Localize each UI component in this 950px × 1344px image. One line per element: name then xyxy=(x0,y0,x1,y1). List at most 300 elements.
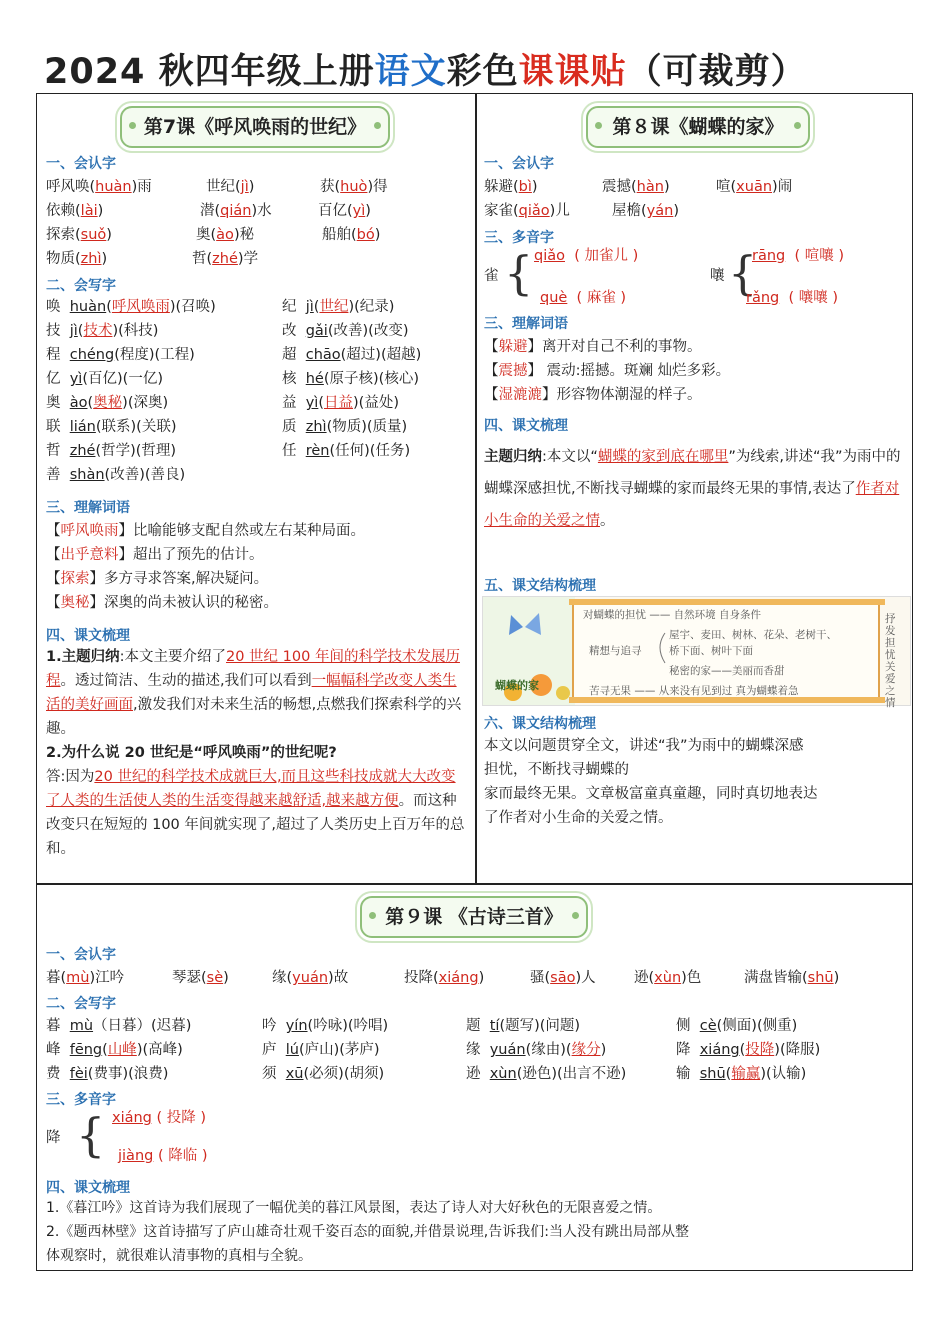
word-text: (认输) xyxy=(766,1066,807,1082)
read-char: )故 xyxy=(328,970,349,986)
word-text: ( xyxy=(102,1042,108,1058)
word-text: (费事)(浪费) xyxy=(87,1066,169,1082)
write-char: 唤 xyxy=(46,299,70,315)
pinyin: fèi xyxy=(69,1066,88,1082)
word-term: 奥秘 xyxy=(60,595,90,611)
write-item xyxy=(282,417,407,437)
summary-line: 家而最终无果。文章极富童真童趣，同时真切地表达 xyxy=(484,786,818,802)
pinyin: huàn xyxy=(69,299,107,315)
word-text: （日暮）(迟暮) xyxy=(93,1018,192,1034)
write-char: 善 xyxy=(46,467,70,483)
word-text: (降服) xyxy=(779,1042,821,1058)
theme-text: ,激发我们对未来生活的畅想,点燃我们探索科学的兴趣。 xyxy=(46,697,462,737)
read-char: 琴瑟( xyxy=(172,970,207,986)
write-item xyxy=(46,321,158,341)
figure-row: 桥下面、树叶下面 xyxy=(669,645,753,657)
word-meaning xyxy=(46,521,365,541)
pinyin: rèn xyxy=(305,443,330,459)
read-char: )水 xyxy=(251,203,272,219)
word-text: ) xyxy=(136,1042,143,1058)
pinyin: tí xyxy=(489,1018,500,1034)
read-item xyxy=(744,968,839,988)
write-item xyxy=(46,1040,183,1060)
word-meaning xyxy=(484,361,730,381)
poly-word: ( 喧嚷 ) xyxy=(794,248,845,264)
scroll-top xyxy=(569,599,885,605)
theme-highlight: 20 世纪 100 年间的科学技术发展历程 xyxy=(46,649,460,689)
note-line: 体观察时，就很难认清事物的真相与全貌。 xyxy=(46,1248,312,1264)
write-char: 题 xyxy=(466,1018,490,1034)
brace-icon: { xyxy=(728,246,758,300)
section-heading: 三、理解词语 xyxy=(484,316,568,332)
theme-text: ”为线索,讲述“我”为雨中的蝴蝶深感担忧,不断找寻蝴蝶的家而最终无果的事情,表达了 xyxy=(484,449,901,497)
write-item xyxy=(282,441,410,461)
pinyin: qián xyxy=(220,203,252,219)
word-text: ) xyxy=(774,1042,780,1058)
write-char: 改 xyxy=(282,323,306,339)
poly-word: ( 麻雀 ) xyxy=(576,290,627,306)
read-char: 缘( xyxy=(272,970,293,986)
pinyin: bì xyxy=(518,179,532,195)
lesson9-banner: 第９课 《古诗三首》 xyxy=(360,896,588,938)
write-char: 技 xyxy=(46,323,70,339)
write-item xyxy=(46,393,168,413)
word-meaning xyxy=(484,337,702,357)
lesson7-question xyxy=(46,741,468,861)
answer-text: 。而这种改变只在短短的 100 年间就实现了,超过了人类历史上百万年的总和。 xyxy=(46,793,465,857)
read-item xyxy=(322,225,380,245)
read-item xyxy=(172,968,229,988)
write-item xyxy=(282,297,394,317)
row-divider xyxy=(36,883,913,885)
word-text: )(益处) xyxy=(353,395,399,411)
write-item xyxy=(262,1064,384,1084)
word-text: (题写)(问题) xyxy=(499,1018,581,1034)
pinyin: bó xyxy=(356,227,375,243)
read-char: 船舶( xyxy=(322,227,357,243)
word-text: (庐山)(茅庐) xyxy=(298,1042,380,1058)
read-char: 潜( xyxy=(200,203,221,219)
title-part: 2024 秋四年级上册 xyxy=(44,52,375,92)
word-text: ( xyxy=(739,1042,746,1058)
pinyin: qiǎo xyxy=(534,248,565,264)
read-char: 呼风唤( xyxy=(46,179,96,195)
title-part: 课课贴 xyxy=(518,52,627,92)
write-item xyxy=(46,417,177,437)
read-char: )学 xyxy=(237,251,259,267)
read-char: )儿 xyxy=(549,203,570,219)
write-char: 哲 xyxy=(46,443,70,459)
pinyin: qiǎo xyxy=(518,203,550,219)
word-text: ( xyxy=(106,299,112,315)
page-title xyxy=(44,44,807,94)
section-heading: 四、课文梳理 xyxy=(484,418,568,434)
read-char: 世纪( xyxy=(206,179,241,195)
read-char: 满盘皆输( xyxy=(744,970,808,986)
pinyin: jì xyxy=(305,299,314,315)
read-char: ) xyxy=(106,227,112,243)
word-highlight: 日益 xyxy=(324,395,354,411)
write-char: 须 xyxy=(262,1066,286,1082)
word-meaning xyxy=(46,545,264,565)
word-text: )(科技) xyxy=(112,323,159,339)
word-text: (物质)(质量) xyxy=(326,419,408,435)
pinyin: zhé xyxy=(212,251,238,267)
pinyin: yuán xyxy=(292,970,329,986)
read-char: ) xyxy=(223,970,229,986)
pinyin: xiáng xyxy=(438,970,479,986)
read-item xyxy=(46,225,112,245)
word-highlight: 呼风唤雨 xyxy=(111,299,170,315)
read-char: )秘 xyxy=(233,227,255,243)
read-item xyxy=(484,201,570,221)
write-char: 任 xyxy=(282,443,306,459)
write-char: 逊 xyxy=(466,1066,490,1082)
word-highlight: 输赢 xyxy=(731,1066,761,1082)
read-item xyxy=(46,968,124,988)
figure-row: 屋宇、麦田、树林、花朵、老树干、 xyxy=(669,629,837,641)
section-heading: 三、多音字 xyxy=(484,230,554,246)
read-char: 家雀( xyxy=(484,203,519,219)
pinyin: yán xyxy=(646,203,674,219)
read-char: 骚( xyxy=(530,970,551,986)
read-item xyxy=(318,201,371,221)
read-char: )色 xyxy=(681,970,702,986)
pinyin: shàn xyxy=(69,467,105,483)
bracket: 【 xyxy=(484,363,499,379)
poly-char: 雀 xyxy=(484,268,499,284)
read-char: 奥( xyxy=(196,227,217,243)
read-item xyxy=(272,968,348,988)
word-term: 震撼 xyxy=(498,363,528,379)
figure-row: 秘密的家——美丽而香甜 xyxy=(669,665,785,677)
read-char: ) xyxy=(673,203,680,219)
pinyin: xū xyxy=(285,1066,304,1082)
pinyin: yín xyxy=(285,1018,308,1034)
pinyin: zhì xyxy=(80,251,102,267)
lesson8-banner: 第８课《蝴蝶的家》 xyxy=(586,106,810,148)
pinyin: xiáng xyxy=(699,1042,740,1058)
word-text: (改善)(改变) xyxy=(327,323,409,339)
read-item xyxy=(192,249,258,269)
word-term: 出乎意料 xyxy=(60,547,119,563)
read-char: 震撼( xyxy=(602,179,637,195)
read-char: 获( xyxy=(320,179,341,195)
read-char: ) xyxy=(248,179,255,195)
word-text: (改善)(善良) xyxy=(104,467,186,483)
write-item xyxy=(282,369,419,389)
word-highlight: 缘分 xyxy=(571,1042,601,1058)
write-item xyxy=(282,393,399,413)
write-item xyxy=(676,1064,806,1084)
write-char: 吟 xyxy=(262,1018,286,1034)
word-text: ( xyxy=(725,1066,732,1082)
brace-icon: { xyxy=(504,246,534,300)
section-heading: 四、课文梳理 xyxy=(46,1180,130,1196)
theme-highlight: 蝴蝶的家到底在哪里 xyxy=(597,449,729,465)
word-text: (百亿)(一亿) xyxy=(82,371,163,387)
word-text: ( xyxy=(318,395,325,411)
read-char: ) xyxy=(365,203,371,219)
word-text: )(纪录) xyxy=(348,299,395,315)
theme-text: 。 xyxy=(600,513,615,529)
bracket: 【 xyxy=(484,339,499,355)
write-char: 奥 xyxy=(46,395,70,411)
word-text: )(深奥) xyxy=(122,395,169,411)
write-item xyxy=(46,465,185,485)
read-item xyxy=(484,177,538,197)
word-definition: 】多方寻求答案,解决疑问。 xyxy=(89,571,269,587)
pinyin: rāng xyxy=(752,248,786,264)
read-item xyxy=(206,177,254,197)
section-heading: 一、会认字 xyxy=(46,947,116,963)
write-item xyxy=(466,1016,580,1036)
write-char: 缘 xyxy=(466,1042,490,1058)
word-highlight: 奥秘 xyxy=(93,395,123,411)
word-term: 呼风唤雨 xyxy=(60,523,119,539)
pinyin: què xyxy=(540,290,568,306)
word-term: 探索 xyxy=(60,571,90,587)
title-part: （可裁剪） xyxy=(626,52,807,92)
pinyin: fēng xyxy=(69,1042,103,1058)
word-text: (侧面)(侧重) xyxy=(716,1018,798,1034)
pinyin: xùn xyxy=(654,970,682,986)
flower-shape xyxy=(556,686,570,700)
write-item xyxy=(466,1040,606,1060)
section-heading: 三、多音字 xyxy=(46,1092,116,1108)
pinyin: ào xyxy=(216,227,234,243)
column-divider xyxy=(475,93,477,884)
read-char: )闹 xyxy=(772,179,793,195)
read-item xyxy=(196,225,254,245)
pinyin: zhì xyxy=(305,419,327,435)
word-text: (任何)(任务) xyxy=(329,443,411,459)
poly-word: ( 嚷嚷 ) xyxy=(788,290,839,306)
word-text: (程度)(工程) xyxy=(114,347,195,363)
read-item xyxy=(320,177,388,197)
lesson7-banner: 第7课《呼风唤雨的世纪》 xyxy=(120,106,390,148)
read-char: 喧( xyxy=(716,179,737,195)
write-item xyxy=(46,1064,168,1084)
read-item xyxy=(530,968,596,988)
pinyin: shū xyxy=(807,970,834,986)
brace-icon: { xyxy=(76,1108,106,1162)
word-definition: 】比喻能够支配自然或左右某种局面。 xyxy=(118,523,365,539)
read-char: ) xyxy=(833,970,840,986)
write-item xyxy=(282,345,421,365)
write-char: 核 xyxy=(282,371,306,387)
figure-caption: 蝴蝶的家 xyxy=(495,679,539,692)
word-text: (缘由) xyxy=(525,1042,566,1058)
word-text: ( xyxy=(77,323,84,339)
word-text: ) xyxy=(600,1042,607,1058)
pinyin: huàn xyxy=(95,179,132,195)
read-char: 投降( xyxy=(404,970,439,986)
section-heading: 三、理解词语 xyxy=(46,500,130,516)
write-item xyxy=(262,1040,380,1060)
theme-text: 。透过简洁、生动的描述,我们可以看到 xyxy=(60,673,312,689)
pinyin: yì xyxy=(305,395,319,411)
read-item xyxy=(46,177,152,197)
pinyin: ào xyxy=(69,395,88,411)
pinyin: shū xyxy=(699,1066,726,1082)
pinyin: hé xyxy=(305,371,324,387)
write-item xyxy=(46,345,195,365)
read-item xyxy=(404,968,484,988)
read-item xyxy=(46,201,103,221)
word-meaning xyxy=(484,385,702,405)
word-term: 躲避 xyxy=(498,339,528,355)
write-char: 庐 xyxy=(262,1042,286,1058)
read-char: )雨 xyxy=(131,179,152,195)
pinyin: xùn xyxy=(489,1066,517,1082)
read-char: 屋檐( xyxy=(612,203,647,219)
word-text: ( xyxy=(87,395,94,411)
bracket: 【 xyxy=(46,547,61,563)
bracket: 【 xyxy=(46,571,61,587)
pinyin: lài xyxy=(80,203,98,219)
pinyin: rǎng xyxy=(746,290,780,306)
read-char: 躲避( xyxy=(484,179,519,195)
lesson8-theme xyxy=(484,441,906,537)
section-heading: 一、会认字 xyxy=(46,156,116,172)
write-item xyxy=(262,1016,388,1036)
word-definition: 】超出了预先的估计。 xyxy=(118,547,264,563)
pinyin: hàn xyxy=(636,179,664,195)
write-char: 费 xyxy=(46,1066,70,1082)
section-heading: 二、会写字 xyxy=(46,278,116,294)
write-item xyxy=(46,297,216,317)
pinyin: chāo xyxy=(305,347,341,363)
write-char: 联 xyxy=(46,419,70,435)
pinyin: sè xyxy=(206,970,224,986)
poly-word: ( 加雀儿 ) xyxy=(574,248,639,264)
answer-highlight: 20 世纪的科学技术成就巨大,而且这些科技成就大大改变了人类的生活使人类的生活变得越来越舒适,越来越方便 xyxy=(46,769,456,809)
word-text: ) xyxy=(760,1066,766,1082)
pinyin: zhé xyxy=(69,443,96,459)
pinyin: lú xyxy=(285,1042,299,1058)
title-part: 语文 xyxy=(374,52,447,92)
word-definition: 】离开对自己不利的事物。 xyxy=(527,339,702,355)
read-item xyxy=(634,968,701,988)
section-heading: 四、课文梳理 xyxy=(46,628,130,644)
pinyin: suǒ xyxy=(80,227,107,243)
section-heading: 二、会写字 xyxy=(46,996,116,1012)
read-char: ) xyxy=(97,203,104,219)
read-item xyxy=(200,201,272,221)
write-item xyxy=(676,1016,797,1036)
write-item xyxy=(46,369,163,389)
read-char: ) xyxy=(101,251,108,267)
read-char: 物质( xyxy=(46,251,81,267)
poly-word: ( 投降 ) xyxy=(156,1110,207,1126)
figure-row: 苦寻无果 —— 从来没有见到过 真为蝴蝶着急 xyxy=(589,685,799,697)
note-line: 2.《题西林壁》这首诗描写了庐山雄奇壮观千姿百态的面貌,并借景说理,告诉我们:当人没有跳出局部从整 xyxy=(46,1224,689,1240)
pinyin: mù xyxy=(66,970,90,986)
write-char: 输 xyxy=(676,1066,700,1082)
word-highlight: 山峰 xyxy=(107,1042,137,1058)
structure-figure xyxy=(482,596,911,709)
poly-char: 嚷 xyxy=(710,268,725,284)
write-char: 暮 xyxy=(46,1018,70,1034)
write-char: 峰 xyxy=(46,1042,70,1058)
write-char: 程 xyxy=(46,347,70,363)
pinyin: yì xyxy=(69,371,83,387)
theme-highlight: 一幅幅科学改变人类生活的美好画面 xyxy=(46,673,457,713)
theme-label: 主题归纳 xyxy=(484,449,542,465)
write-item xyxy=(282,321,408,341)
write-item xyxy=(466,1064,626,1084)
bracket: 【 xyxy=(46,523,61,539)
read-char: )江吟 xyxy=(89,970,125,986)
pinyin: yuán xyxy=(489,1042,526,1058)
write-char: 超 xyxy=(282,347,306,363)
poly-char: 降 xyxy=(46,1130,61,1146)
read-char: ) xyxy=(374,227,381,243)
read-char: ) xyxy=(478,970,485,986)
pinyin: jiàng xyxy=(118,1148,154,1164)
read-char: )人 xyxy=(575,970,596,986)
pinyin: chéng xyxy=(69,347,115,363)
word-text: (必须)(胡须) xyxy=(303,1066,385,1082)
pinyin: mù xyxy=(69,1018,94,1034)
figure-row: 对蝴蝶的担忧 —— 自然环境 自身条件 xyxy=(583,609,762,621)
figure-row: 精想与追寻 xyxy=(589,645,642,657)
theme-label: 1.主题归纳 xyxy=(46,649,120,665)
write-char: 侧 xyxy=(676,1018,700,1034)
word-text: (高峰) xyxy=(142,1042,183,1058)
word-text: ( xyxy=(313,299,320,315)
title-part: 彩色 xyxy=(446,52,519,92)
summary-line: 担忧，不断找寻蝴蝶的 xyxy=(484,762,629,778)
read-item xyxy=(46,249,107,269)
write-char: 益 xyxy=(282,395,306,411)
read-char: 哲( xyxy=(192,251,213,267)
read-char: )得 xyxy=(367,179,388,195)
bracket: 【 xyxy=(484,387,499,403)
word-definition: 】 震动:摇撼。斑斓 灿烂多彩。 xyxy=(527,363,731,379)
read-item xyxy=(716,177,792,197)
read-char: 暮( xyxy=(46,970,67,986)
word-highlight: 世纪 xyxy=(319,299,349,315)
word-meaning xyxy=(46,569,268,589)
note-line: 1.《暮江吟》这首诗为我们展现了一幅优美的暮江风景图，表达了诗人对大好秋色的无限喜爱之情。 xyxy=(46,1200,662,1216)
word-text: )(召唤) xyxy=(169,299,216,315)
pinyin: gǎi xyxy=(305,323,328,339)
write-char: 降 xyxy=(676,1042,700,1058)
pinyin: yì xyxy=(352,203,366,219)
poly-word: ( 降临 ) xyxy=(157,1148,208,1164)
pinyin: lián xyxy=(69,419,96,435)
write-item xyxy=(46,441,176,461)
write-item xyxy=(676,1040,820,1060)
question-text: 2.为什么说 20 世纪是“呼风唤雨”的世纪呢? xyxy=(46,745,337,761)
pinyin: xiáng xyxy=(112,1110,152,1126)
pinyin: cè xyxy=(699,1018,717,1034)
word-text: (超过)(超越) xyxy=(340,347,422,363)
summary-line: 了作者对小生命的关爱之情。 xyxy=(484,810,673,826)
pinyin: huò xyxy=(340,179,368,195)
lesson8-summary xyxy=(484,734,908,830)
word-meaning xyxy=(46,593,278,613)
read-char: 探索( xyxy=(46,227,81,243)
word-highlight: 投降 xyxy=(745,1042,775,1058)
word-text: ( xyxy=(565,1042,572,1058)
section-heading: 一、会认字 xyxy=(484,156,554,172)
word-text: (联系)(关联) xyxy=(95,419,177,435)
word-highlight: 技术 xyxy=(83,323,113,339)
theme-text: :本文以“ xyxy=(542,449,598,465)
